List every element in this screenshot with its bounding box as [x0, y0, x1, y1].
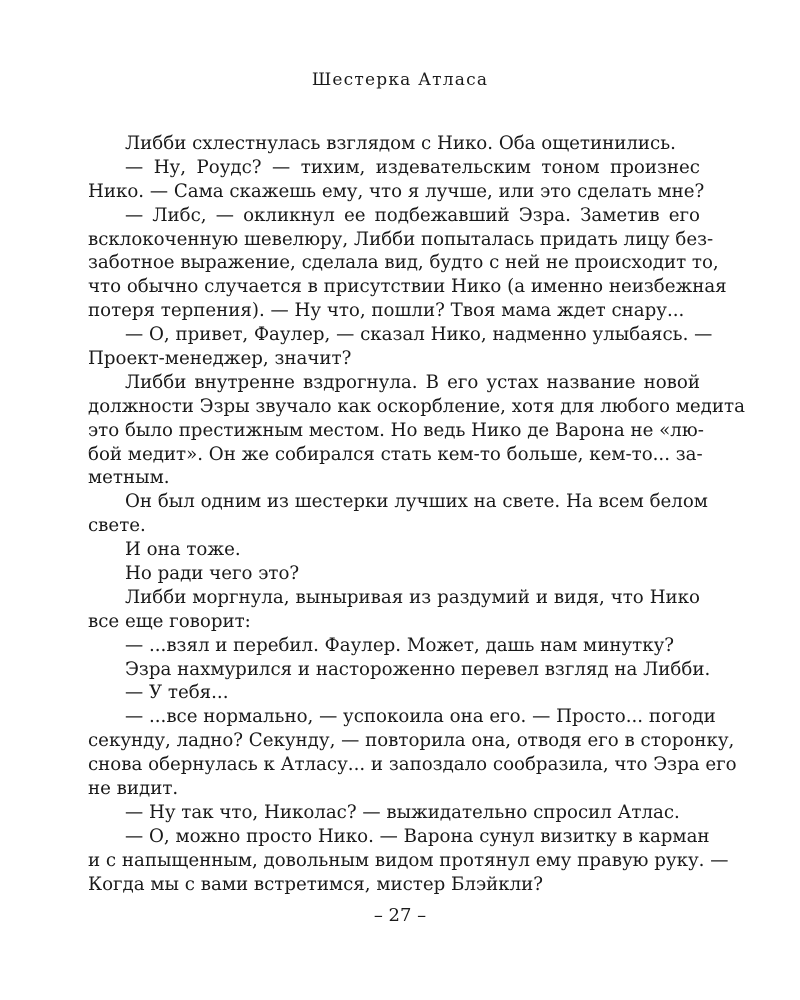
- text-line: что обычно случается в присутствии Нико (а именно неизбежная: [88, 276, 727, 298]
- text-line: И она тоже.: [125, 539, 241, 561]
- text-line: метным.: [88, 467, 170, 489]
- text-line: — Либс, — окликнул ее подбежавший Эзра. Заметив его: [125, 204, 700, 226]
- page-number: – 27 –: [373, 905, 427, 926]
- text-line: Проект-менеджер, значит?: [88, 348, 352, 370]
- text-line: Эзра нахмурился и настороженно перевел взгляд на Либби.: [125, 658, 711, 680]
- text-line: — О, привет, Фаулер, — сказал Нико, надменно улыбаясь. —: [125, 324, 713, 346]
- text-line: потеря терпения). — Ну что, пошли? Твоя мама ждет снару...: [88, 300, 685, 322]
- text-line: — ...взял и перебил. Фаулер. Может, дашь нам минутку?: [125, 634, 675, 656]
- text-line: — О, можно просто Нико. — Варона сунул визитку в карман: [125, 825, 710, 847]
- text-line: не видит.: [88, 778, 179, 800]
- text-line: — Ну так что, Николас? — выжидательно спросил Атлас.: [125, 801, 680, 823]
- text-line: это было престижным местом. Но ведь Нико де Варона не «лю-: [88, 419, 704, 441]
- text-line: Он был одним из шестерки лучших на свете. На всем белом: [125, 491, 708, 513]
- text-line: Когда мы с вами встретимся, мистер Блэйкли?: [88, 873, 544, 895]
- text-line: снова обернулась к Атласу... и запоздало сообразила, что Эзра его: [88, 754, 737, 776]
- text-line: секунду, ладно? Секунду, — повторила она, отводя его в сторонку,: [88, 730, 735, 752]
- text-line: свете.: [88, 515, 146, 537]
- text-line: и с напыщенным, довольным видом протянул ему правую руку. —: [88, 849, 729, 871]
- text-line: — У тебя...: [125, 682, 229, 704]
- text-line: всклокоченную шевелюру, Либби попыталась придать лицу без-: [88, 228, 714, 250]
- text-line: все еще говорит:: [88, 610, 251, 632]
- text-line: бой медит». Он же собирался стать кем-то больше, кем-то... за-: [88, 443, 703, 465]
- text-line: — ...все нормально, — успокоила она его. — Просто... погоди: [125, 706, 716, 728]
- text-line: Но ради чего это?: [125, 563, 300, 585]
- body-text: [88, 132, 745, 897]
- text-line: Либби схлестнулась взглядом с Нико. Оба ощетинились.: [125, 133, 676, 154]
- running-header: Шестерка Атласа: [311, 70, 489, 90]
- text-line: заботное выражение, сделала вид, будто с ней не происходит то,: [88, 252, 719, 274]
- text-line: Либби внутренне вздрогнула. В его устах название новой: [125, 371, 700, 393]
- text-line: Нико. — Сама скажешь ему, что я лучше, или это сделать мне?: [88, 180, 705, 202]
- text-line: должности Эзры звучало как оскорбление, хотя для любого медита: [88, 395, 745, 417]
- text-line: Либби моргнула, выныривая из раздумий и видя, что Нико: [125, 586, 700, 608]
- text-line: — Ну, Роудс? — тихим, издевательским тоном произнес: [125, 156, 700, 178]
